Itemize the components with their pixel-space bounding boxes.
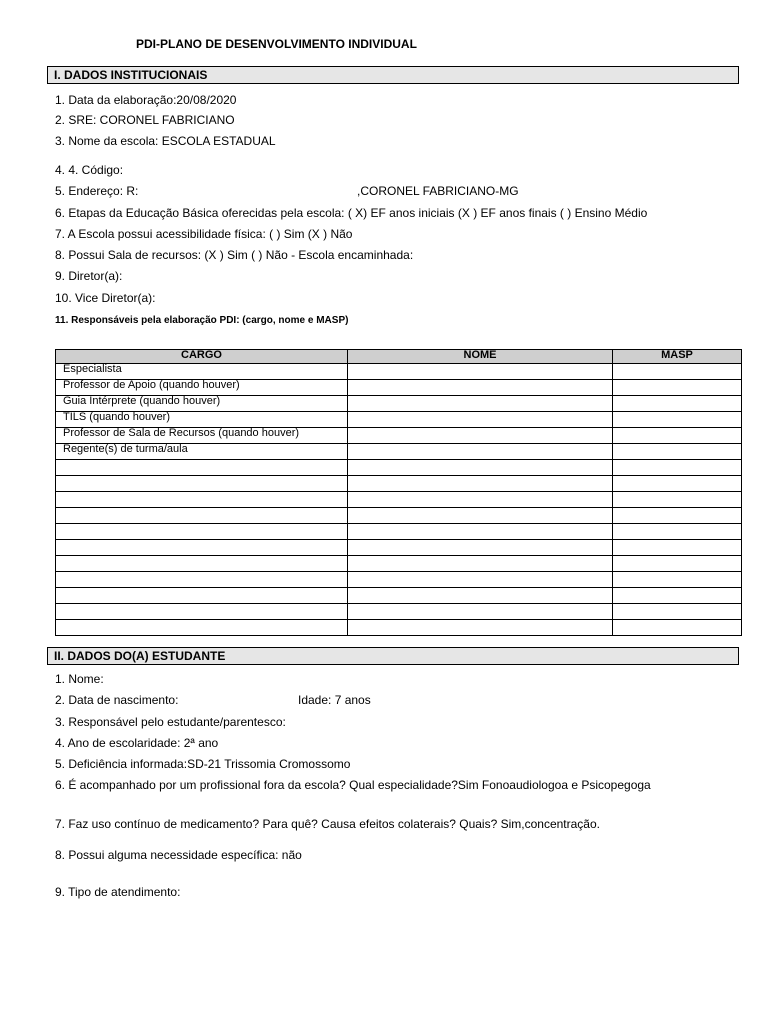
cargo-cell: TILS (quando houver) — [56, 412, 348, 428]
cargo-cell[interactable] — [56, 540, 348, 556]
section-student-heading: II. DADOS DO(A) ESTUDANTE — [54, 649, 226, 663]
masp-cell[interactable] — [613, 588, 742, 604]
header-cargo: CARGO — [56, 350, 348, 364]
director: 9. Diretor(a): — [55, 269, 123, 283]
elaboration-date: 1. Data da elaboração:20/08/2020 — [55, 93, 237, 107]
responsaveis-label: 11. Responsáveis pela elaboração PDI: (cargo, nome e MASP) — [55, 315, 349, 326]
school-code: 4. 4. Código: — [55, 163, 124, 177]
table-row — [56, 604, 742, 620]
cargo-cell: Professor de Apoio (quando houver) — [56, 380, 348, 396]
nome-cell[interactable] — [348, 540, 613, 556]
nome-cell[interactable] — [348, 572, 613, 588]
masp-cell[interactable] — [613, 572, 742, 588]
nome-cell[interactable] — [348, 524, 613, 540]
nome-cell[interactable] — [348, 492, 613, 508]
nome-cell[interactable] — [348, 588, 613, 604]
responsaveis-table — [55, 349, 742, 636]
resource-room: 8. Possui Sala de recursos: (X ) Sim ( ) Não - Escola encaminhada: — [55, 248, 414, 262]
masp-cell[interactable] — [613, 412, 742, 428]
masp-cell[interactable] — [613, 604, 742, 620]
nome-cell[interactable] — [348, 444, 613, 460]
nome-cell[interactable] — [348, 604, 613, 620]
nome-cell[interactable] — [348, 508, 613, 524]
school-year: 4. Ano de escolaridade: 2ª ano — [55, 736, 219, 750]
school-name: 3. Nome da escola: ESCOLA ESTADUAL — [55, 134, 276, 148]
masp-cell[interactable] — [613, 380, 742, 396]
masp-cell[interactable] — [613, 620, 742, 636]
cargo-cell[interactable] — [56, 476, 348, 492]
cargo-cell[interactable] — [56, 604, 348, 620]
nome-cell[interactable] — [348, 476, 613, 492]
cargo-cell[interactable] — [56, 524, 348, 540]
masp-cell[interactable] — [613, 364, 742, 380]
cargo-cell[interactable] — [56, 492, 348, 508]
service-type: 9. Tipo de atendimento: — [55, 885, 181, 899]
disability: 5. Deficiência informada:SD-21 Trissomia Cromossomo — [55, 757, 351, 771]
guardian: 3. Responsável pelo estudante/parentesco: — [55, 715, 286, 729]
sre: 2. SRE: CORONEL FABRICIANO — [55, 113, 235, 127]
education-stages: 6. Etapas da Educação Básica oferecidas pela escola: ( X) EF anos iniciais (X ) EF anos finais ( ) Ensino Médio — [55, 206, 648, 220]
medication: 7. Faz uso contínuo de medicamento? Para quê? Causa efeitos colaterais? Quais? Sim,concentração. — [55, 817, 600, 831]
address-city: ,CORONEL FABRICIANO-MG — [357, 184, 519, 198]
nome-cell[interactable] — [348, 428, 613, 444]
table-row — [56, 428, 742, 444]
nome-cell[interactable] — [348, 620, 613, 636]
table-row — [56, 476, 742, 492]
section-institutional-header — [47, 66, 739, 84]
nome-cell[interactable] — [348, 556, 613, 572]
nome-cell[interactable] — [348, 396, 613, 412]
table-header-row — [56, 350, 742, 364]
masp-cell[interactable] — [613, 396, 742, 412]
student-age: Idade: 7 anos — [298, 693, 371, 707]
masp-cell[interactable] — [613, 428, 742, 444]
masp-cell[interactable] — [613, 540, 742, 556]
nome-cell[interactable] — [348, 364, 613, 380]
table-row — [56, 380, 742, 396]
masp-cell[interactable] — [613, 556, 742, 572]
masp-cell[interactable] — [613, 444, 742, 460]
table-row — [56, 364, 742, 380]
nome-cell[interactable] — [348, 380, 613, 396]
masp-cell[interactable] — [613, 508, 742, 524]
cargo-cell[interactable] — [56, 572, 348, 588]
cargo-cell[interactable] — [56, 508, 348, 524]
cargo-cell[interactable] — [56, 556, 348, 572]
table-row — [56, 492, 742, 508]
table-row — [56, 524, 742, 540]
header-masp: MASP — [613, 350, 742, 364]
cargo-cell[interactable] — [56, 620, 348, 636]
masp-cell[interactable] — [613, 524, 742, 540]
table-row — [56, 588, 742, 604]
cargo-cell: Guia Intérprete (quando houver) — [56, 396, 348, 412]
table-row — [56, 556, 742, 572]
cargo-cell[interactable] — [56, 460, 348, 476]
specific-need: 8. Possui alguma necessidade específica: não — [55, 848, 302, 862]
document-title: PDI-PLANO DE DESENVOLVIMENTO INDIVIDUAL — [136, 37, 417, 51]
section-institutional-heading: I. DADOS INSTITUCIONAIS — [54, 68, 208, 82]
accessibility: 7. A Escola possui acessibilidade física: ( ) Sim (X ) Não — [55, 227, 353, 241]
birth-date: 2. Data de nascimento: — [55, 693, 179, 707]
cargo-cell[interactable] — [56, 588, 348, 604]
table-row — [56, 572, 742, 588]
cargo-cell: Professor de Sala de Recursos (quando houver) — [56, 428, 348, 444]
external-professional: 6. É acompanhado por um profissional fora da escola? Qual especialidade?Sim Fonoaudiologoa e Psicopegoga — [55, 778, 651, 792]
table-row — [56, 620, 742, 636]
cargo-cell: Especialista — [56, 364, 348, 380]
address-label: 5. Endereço: R: — [55, 184, 139, 198]
table-row — [56, 508, 742, 524]
section-student-header — [47, 647, 739, 665]
nome-cell[interactable] — [348, 412, 613, 428]
table-row — [56, 540, 742, 556]
student-name: 1. Nome: — [55, 672, 104, 686]
nome-cell[interactable] — [348, 460, 613, 476]
table-row — [56, 460, 742, 476]
table-row — [56, 396, 742, 412]
vice-director: 10. Vice Diretor(a): — [55, 291, 156, 305]
table-row — [56, 444, 742, 460]
cargo-cell: Regente(s) de turma/aula — [56, 444, 348, 460]
masp-cell[interactable] — [613, 492, 742, 508]
masp-cell[interactable] — [613, 460, 742, 476]
table-row — [56, 412, 742, 428]
header-nome: NOME — [348, 350, 613, 364]
masp-cell[interactable] — [613, 476, 742, 492]
